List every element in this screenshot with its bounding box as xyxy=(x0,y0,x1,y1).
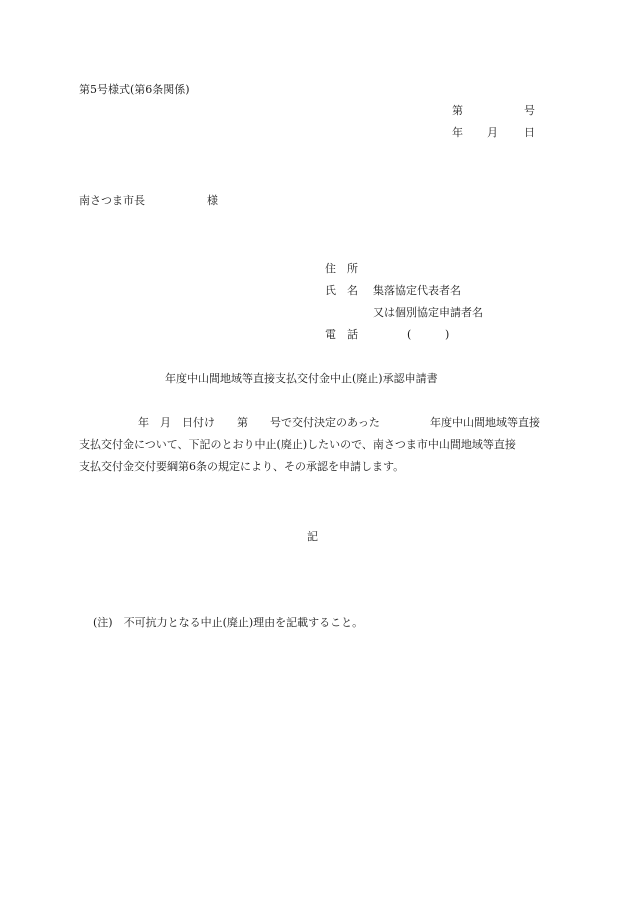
document-number-suffix: 号 xyxy=(524,104,535,117)
date-day-label: 日 xyxy=(524,126,535,139)
phone-label: 電 話 xyxy=(325,328,358,341)
date-month-label: 月 xyxy=(487,126,498,139)
note: (注) 不可抗力となる中止(廃止)理由を記載すること。 xyxy=(93,616,364,629)
body-line1-part1: 年 月 日付け 第 号で交付決定のあった xyxy=(138,416,380,429)
date-year-label: 年 xyxy=(452,126,463,139)
addressee-title: 南さつま市長 xyxy=(79,194,145,207)
addressee-honorific: 様 xyxy=(207,194,218,207)
document-number-prefix: 第 xyxy=(452,104,463,117)
form-number: 第5号様式(第6条関係) xyxy=(79,83,190,96)
name-value-line2: 又は個別協定申請者名 xyxy=(373,306,483,319)
record-heading: 記 xyxy=(307,530,318,543)
name-value-line1: 集落協定代表者名 xyxy=(373,284,461,297)
body-line2: 支払交付金について、下記のとおり中止(廃止)したいので、南さつま市中山間地域等直接 xyxy=(79,438,516,451)
address-label: 住 所 xyxy=(325,262,358,275)
name-label: 氏 名 xyxy=(325,284,358,297)
document-title: 年度中山間地域等直接支払交付金中止(廃止)承認申請書 xyxy=(165,372,438,385)
phone-paren-open: ( xyxy=(407,328,412,341)
body-line3: 支払交付金交付要綱第6条の規定により、その承認を申請します。 xyxy=(79,460,405,473)
body-line1-part2: 年度中山間地域等直接 xyxy=(430,416,540,429)
phone-paren-close: ) xyxy=(445,328,450,341)
